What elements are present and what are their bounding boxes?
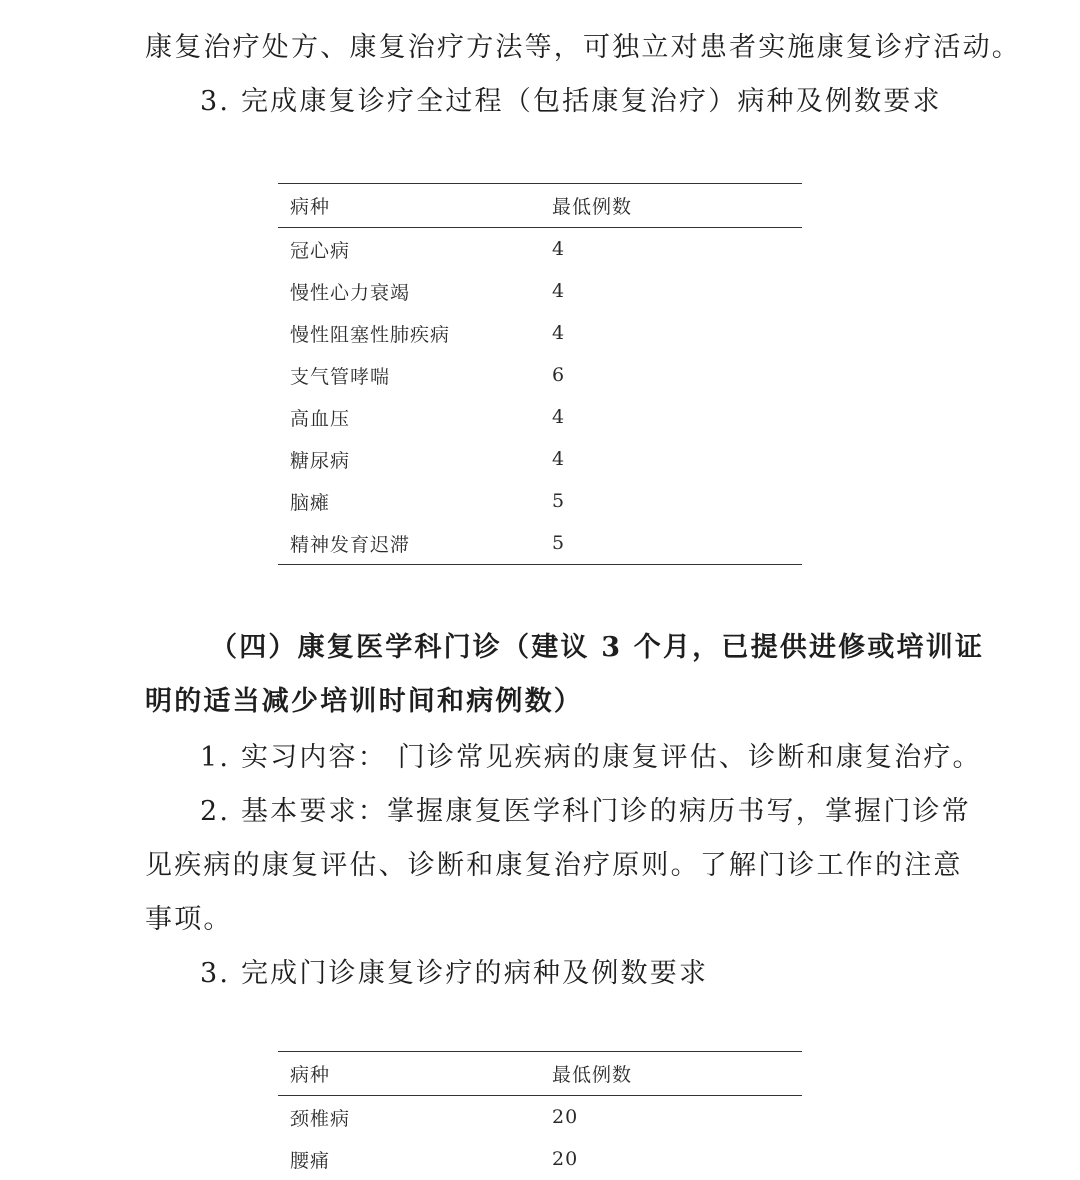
column-header-min-count: 最低例数	[552, 196, 633, 218]
disease-cell: 高血压	[290, 407, 351, 430]
table-row	[278, 270, 802, 312]
item-requirements-end: 事项。	[145, 904, 233, 935]
table-row	[278, 312, 802, 354]
table-row	[278, 522, 802, 565]
rehab-cases-table	[278, 183, 802, 565]
disease-cell: 支气管哮喘	[290, 365, 391, 388]
count-cell: 4	[552, 280, 566, 302]
disease-cell: 颈椎病	[290, 1107, 351, 1130]
count-cell: 4	[552, 406, 566, 428]
table-header-row	[278, 184, 802, 228]
count-cell: 4	[552, 322, 566, 344]
table-row	[278, 438, 802, 480]
count-cell: 5	[552, 490, 566, 512]
section-heading-cont: 明的适当减少培训时间和病例数）	[145, 686, 583, 717]
disease-cell: 慢性阻塞性肺疾病	[290, 323, 451, 346]
disease-cell: 腰痛	[290, 1149, 331, 1172]
item-content: 1. 实习内容： 门诊常见疾病的康复评估、诊断和康复治疗。	[200, 742, 982, 773]
disease-cell: 冠心病	[290, 239, 351, 262]
disease-cell: 精神发育迟滞	[290, 533, 411, 556]
count-cell: 4	[552, 448, 566, 470]
item-cases-heading: 3. 完成门诊康复诊疗的病种及例数要求	[200, 958, 709, 989]
table-row	[278, 354, 802, 396]
table-row	[278, 1096, 802, 1139]
count-cell: 6	[552, 364, 566, 386]
table-row	[278, 1138, 802, 1180]
table-row	[278, 480, 802, 522]
column-header-disease: 病种	[290, 1064, 331, 1086]
requirement-heading: 3. 完成康复诊疗全过程（包括康复治疗）病种及例数要求	[200, 86, 942, 117]
count-cell: 20	[552, 1106, 579, 1128]
count-cell: 20	[552, 1148, 579, 1170]
intro-text-line: 康复治疗处方、康复治疗方法等，可独立对患者实施康复诊疗活动。	[145, 32, 1021, 63]
count-cell: 5	[552, 532, 566, 554]
item-requirements: 2. 基本要求：掌握康复医学科门诊的病历书写，掌握门诊常	[200, 796, 971, 827]
column-header-min-count: 最低例数	[552, 1064, 633, 1086]
table-header-row	[278, 1052, 802, 1096]
section-heading: （四）康复医学科门诊（建议 3 个月，已提供进修或培训证	[210, 632, 985, 663]
disease-cell: 脑瘫	[290, 491, 331, 514]
item-requirements-cont: 见疾病的康复评估、诊断和康复治疗原则。了解门诊工作的注意	[145, 850, 963, 881]
table-row	[278, 228, 802, 271]
disease-cell: 糖尿病	[290, 449, 351, 472]
column-header-disease: 病种	[290, 196, 331, 218]
disease-cell: 慢性心力衰竭	[290, 281, 411, 304]
table-row	[278, 396, 802, 438]
outpatient-cases-table	[278, 1051, 802, 1180]
count-cell: 4	[552, 238, 566, 260]
